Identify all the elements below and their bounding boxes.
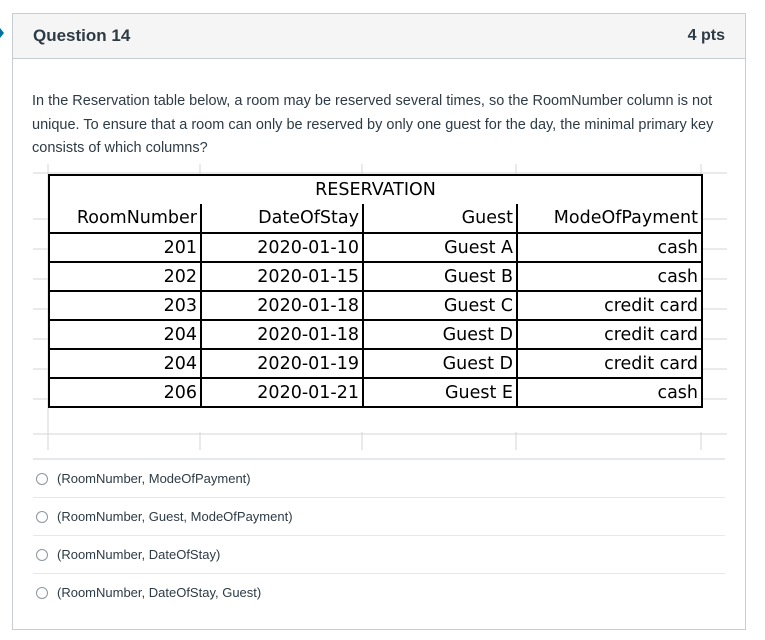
radio-button[interactable] bbox=[36, 473, 48, 485]
cell-payment: cash bbox=[517, 262, 702, 291]
cell-guest: Guest D bbox=[363, 349, 517, 378]
column-header: RoomNumber bbox=[49, 204, 201, 233]
cell-date: 2020-01-19 bbox=[201, 349, 363, 378]
cell-guest: Guest C bbox=[363, 291, 517, 320]
cell-guest: Guest D bbox=[363, 320, 517, 349]
cell-guest: Guest B bbox=[363, 262, 517, 291]
cell-payment: cash bbox=[517, 378, 702, 407]
question-title: Question 14 bbox=[33, 26, 131, 45]
answer-option[interactable] bbox=[33, 535, 725, 573]
radio-button[interactable] bbox=[36, 587, 48, 599]
reservation-table-image bbox=[33, 160, 727, 450]
cell-date: 2020-01-10 bbox=[201, 233, 363, 262]
answer-option[interactable] bbox=[33, 459, 725, 497]
answer-option[interactable] bbox=[33, 573, 725, 611]
table-title: RESERVATION bbox=[49, 175, 702, 204]
question-header bbox=[13, 14, 745, 59]
table-row bbox=[49, 349, 702, 378]
question-card bbox=[12, 13, 746, 630]
radio-button[interactable] bbox=[36, 549, 48, 561]
cell-room: 201 bbox=[49, 233, 201, 262]
answer-label[interactable]: (RoomNumber, DateOfStay) bbox=[57, 547, 221, 562]
question-points: 4 pts bbox=[687, 27, 725, 44]
cell-guest: Guest E bbox=[363, 378, 517, 407]
reservation-table bbox=[48, 174, 703, 408]
table-row bbox=[49, 233, 702, 262]
cell-date: 2020-01-18 bbox=[201, 291, 363, 320]
cell-payment: credit card bbox=[517, 320, 702, 349]
column-header: ModeOfPayment bbox=[517, 204, 702, 233]
cell-date: 2020-01-15 bbox=[201, 262, 363, 291]
cell-date: 2020-01-21 bbox=[201, 378, 363, 407]
table-row bbox=[49, 378, 702, 407]
cell-payment: credit card bbox=[517, 349, 702, 378]
cell-room: 202 bbox=[49, 262, 201, 291]
answer-label[interactable]: (RoomNumber, ModeOfPayment) bbox=[57, 471, 251, 486]
answer-list bbox=[13, 458, 745, 611]
answer-option[interactable] bbox=[33, 497, 725, 535]
cell-date: 2020-01-18 bbox=[201, 320, 363, 349]
column-header: Guest bbox=[363, 204, 517, 233]
table-row bbox=[49, 291, 702, 320]
question-marker-icon bbox=[0, 28, 4, 38]
cell-payment: cash bbox=[517, 233, 702, 262]
cell-guest: Guest A bbox=[363, 233, 517, 262]
table-row bbox=[49, 320, 702, 349]
cell-room: 204 bbox=[49, 320, 201, 349]
cell-room: 204 bbox=[49, 349, 201, 378]
question-text: In the Reservation table below, a room may be reserved several times, so the RoomNumber column is not unique. To ensure that a room can only be reserved by only one guest for the day, the minimal primary key consists of which columns? bbox=[32, 93, 714, 156]
column-header: DateOfStay bbox=[201, 204, 363, 233]
answer-label[interactable]: (RoomNumber, Guest, ModeOfPayment) bbox=[57, 509, 293, 524]
cell-room: 206 bbox=[49, 378, 201, 407]
radio-button[interactable] bbox=[36, 511, 48, 523]
answer-label[interactable]: (RoomNumber, DateOfStay, Guest) bbox=[57, 585, 262, 600]
cell-room: 203 bbox=[49, 291, 201, 320]
table-row bbox=[49, 262, 702, 291]
cell-payment: credit card bbox=[517, 291, 702, 320]
